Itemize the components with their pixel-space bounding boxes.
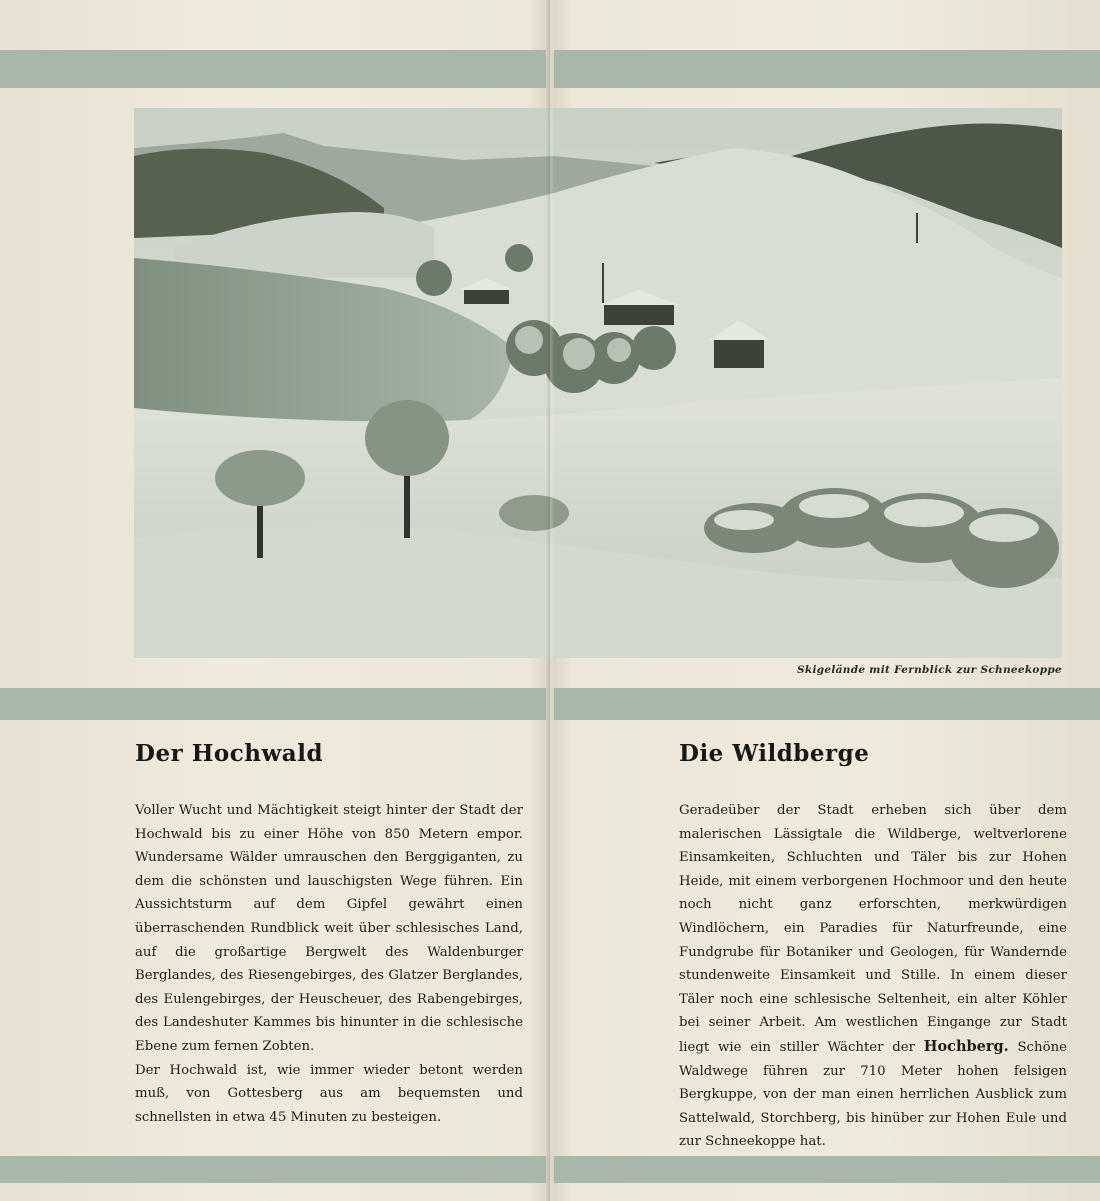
wildberge-paragraph xyxy=(679,799,1067,1154)
hochberg-emphasis: Hochberg. xyxy=(923,1037,1009,1055)
left-text-column xyxy=(135,740,523,1129)
center-fold xyxy=(546,0,554,1201)
wildberge-text-after: Schöne Waldwege führen zur 710 Meter hohen felsigen Bergkuppe, von der man einen herrlichen Ausblick zum Sattelwald, Storchberg, bis hinüber zur Hohen Eule und zur Schneekoppe hat. xyxy=(679,1039,1068,1150)
winter-landscape-photo xyxy=(134,108,1062,658)
wildberge-text-before: Geradeüber der Stadt erheben sich über dem malerischen Lässigtale die Wildberge, weltverlorene Einsamkeiten, Schluchten und Täler bis zur Hohen Heide, mit einem verborgenen Hochmoor und den heute noch nicht ganz erforschten, merkwürdigen Windlöchern, ein Paradies für Naturfreunde, eine Fundgrube für Botaniker und Geologen, für Wandernde stundenweite Einsamkeit und Stille. In einem dieser Täler noch eine schlesische Seltenheit, ein alter Köhler bei seiner Arbeit. Am westlichen Eingange zur Stadt liegt wie ein stiller Wächter der xyxy=(679,803,1067,1055)
winter-landscape-illustration xyxy=(134,108,1062,658)
hochwald-paragraph-1: Voller Wucht und Mächtigkeit steigt hinter der Stadt der Hochwald bis zu einer Höhe von 850 Metern empor. Wundersame Wälder umrauschen den Berggiganten, zu dem die schönsten und lauschigsten Wege führen. Ein Aussichtsturm auf dem Gipfel gewährt einen überraschenden Rundblick weit über schlesisches Land, auf die großartige Bergwelt des Waldenburger Berglandes, des Riesengebirges, des Glatzer Berglandes, des Eulengebirges, der Heuscheuer, des Rabengebirges, des Landeshuter Kammes bis hinunter in die schlesische Ebene zum fernen Zobten. xyxy=(135,803,523,1054)
section-title-hochwald: Der Hochwald xyxy=(135,740,324,767)
section-title-wildberge: Die Wildberge xyxy=(679,740,870,767)
photo-caption: Skigelände mit Fernblick zur Schneekoppe xyxy=(797,664,1062,676)
hochwald-paragraph-2: Der Hochwald ist, wie immer wieder betont werden muß, von Gottesberg aus am bequemsten und schnellsten in etwa 45 Minuten zu besteigen. xyxy=(135,1062,523,1125)
right-text-column xyxy=(679,740,1067,1154)
